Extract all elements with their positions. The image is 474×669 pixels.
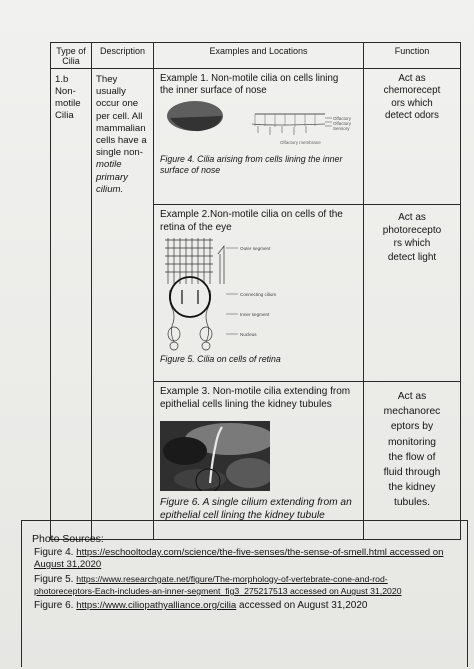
retina-cilia-figure — [160, 234, 360, 352]
description-line: usually — [96, 86, 126, 98]
photo-sources-box — [21, 520, 468, 667]
nose-cilia-figure — [160, 96, 360, 156]
row-divider — [154, 381, 363, 382]
source-figure-6 — [34, 600, 367, 611]
example-3-title: epithelial cells lining the kidney tubules — [160, 398, 332, 410]
function-line: ors which — [391, 97, 433, 109]
function-line: the flow of — [388, 451, 436, 463]
row-divider — [154, 204, 363, 205]
figure-6-caption: epithelial cell lining the kidney tubule — [160, 510, 325, 521]
function-line: mechanorec — [383, 406, 441, 418]
figure-6-caption: Figure 6. A single cilium extending from an — [160, 497, 352, 508]
description-line: cilium. — [96, 183, 124, 195]
function-line: the kidney — [388, 482, 436, 494]
description-line: mammalian — [96, 122, 146, 134]
source-link[interactable]: https://www.ciliopathyalliance.org/cilia — [76, 600, 237, 611]
description-line: per cell. All — [96, 110, 143, 122]
photo-sources-title: Photo Sources: — [32, 533, 104, 545]
figure-4-caption: Figure 4. Cilia arising from cells lining the inner — [160, 154, 343, 164]
example-1-title: the inner surface of nose — [160, 84, 267, 96]
row-divider — [364, 381, 460, 382]
table-row — [51, 69, 461, 540]
function-line: photorecepto — [382, 225, 442, 237]
function-line: fluid through — [383, 467, 441, 479]
header-examples — [154, 43, 364, 69]
description-line: single non- — [96, 147, 143, 159]
function-line: monitoring — [387, 436, 437, 448]
header-function-label: Function — [394, 46, 430, 56]
function-cell — [364, 69, 461, 540]
source-figure-5-cont — [34, 586, 402, 597]
function-line: detect light — [387, 251, 437, 263]
source-link[interactable]: https://eschooltoday.com/science/the-five-senses/the-sense-of-smell.html accessed on — [76, 547, 444, 558]
cilia-table — [50, 42, 461, 540]
function-line: chemorecept — [383, 85, 441, 97]
description-line: occur one — [96, 98, 139, 110]
description-cell — [92, 69, 154, 540]
function-line: rs which — [393, 238, 431, 250]
example-2 — [160, 208, 364, 365]
type-line: Non- — [55, 86, 76, 97]
source-label: Figure 6. — [34, 600, 74, 611]
header-function — [364, 43, 461, 69]
source-label: Figure 5. — [34, 574, 74, 585]
example-2-title: Example 2.Non-motile cilia on cells of the — [160, 209, 343, 220]
example-3 — [160, 386, 364, 522]
example-1-title: Example 1. Non-motile cilia on cells lining — [160, 73, 339, 84]
source-link[interactable]: https://www.researchgate.net/figure/The-morphology-of-vertebrate-cone-and-rod- — [76, 574, 388, 584]
table-header-row — [51, 43, 461, 69]
description-line: motile — [96, 159, 122, 171]
function-3 — [368, 389, 456, 511]
description-line: They — [96, 74, 118, 85]
example-3-title: Example 3. Non-motile cilia extending from — [160, 386, 351, 397]
function-line: Act as — [397, 391, 427, 402]
example-2-title: retina of the eye — [160, 222, 232, 233]
example-1 — [160, 73, 364, 175]
row-divider — [364, 204, 460, 205]
figure-4-note: Olfactory membrane — [280, 140, 321, 145]
figure-5-label: Connecting cilium — [240, 292, 277, 297]
header-examples-label: Examples and Locations — [209, 46, 308, 56]
function-2 — [368, 211, 456, 264]
function-line: Act as — [398, 73, 426, 84]
type-line: motile — [55, 98, 81, 109]
type-cell — [51, 69, 92, 540]
header-type-label: Type of Cilia — [56, 46, 86, 66]
source-accessed-text: accessed on August 31,2020 — [236, 600, 368, 611]
source-link[interactable]: August 31,2020 — [34, 559, 102, 570]
figure-5-label: Nucleus — [240, 332, 257, 337]
source-figure-4-cont — [34, 559, 101, 570]
examples-cell — [154, 69, 364, 540]
description-line: cells have a — [96, 135, 147, 147]
description-line: primary — [96, 171, 128, 183]
type-line: 1.b — [55, 74, 69, 85]
figure-4-label: Sensory — [333, 126, 350, 131]
figure-5-caption: Figure 5. Cilia on cells of retina — [160, 354, 281, 364]
figure-5-label: Inner segment — [240, 312, 270, 317]
function-line: tubules. — [393, 497, 431, 509]
figure-4-caption: surface of nose — [160, 164, 221, 175]
function-line: detect odors — [385, 110, 439, 122]
header-description — [92, 43, 154, 69]
source-figure-5 — [34, 574, 388, 585]
figure-4-label: Olfactory — [333, 116, 352, 121]
type-line: Cilia — [55, 110, 74, 121]
function-line: Act as — [398, 212, 426, 223]
source-figure-4 — [34, 547, 443, 558]
kidney-cilium-photo — [160, 421, 270, 491]
source-link[interactable]: photoreceptors-Each-includes-an-inner-segment_fig3_275217513 accessed on August 31,2020 — [34, 586, 402, 596]
header-description-label: Description — [99, 46, 146, 56]
function-line: eptors by — [390, 421, 434, 433]
function-1 — [367, 73, 457, 123]
source-label: Figure 4. — [34, 547, 74, 558]
figure-5-label: Outer segment — [240, 246, 271, 251]
figure-4-label: Olfactory — [333, 121, 352, 126]
header-type — [51, 43, 92, 69]
